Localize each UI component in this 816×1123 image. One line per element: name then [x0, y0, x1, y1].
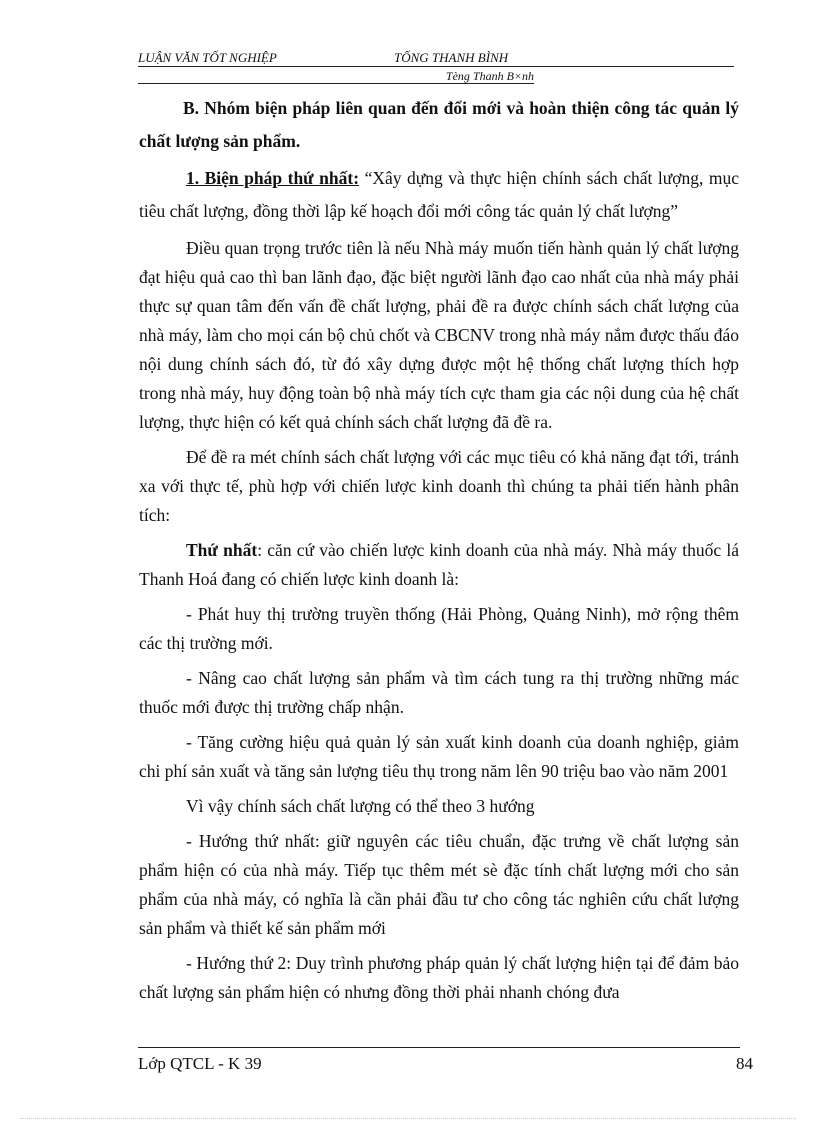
first-basis-label: Thứ nhất: [186, 540, 258, 560]
header-author-subline: Tèng Thanh B×nh: [138, 69, 534, 84]
page-number: 84: [736, 1054, 753, 1073]
header-author-name: TỐNG THANH BÌNH: [394, 50, 509, 65]
measure-one-label: 1. Biện pháp thứ nhất:: [186, 168, 360, 188]
section-heading: B. Nhóm biện pháp liên quan đến đổi mới và hoàn thiện công tác quản lý chất lượng sản phẩm.: [139, 98, 739, 151]
footer-class-label: Lớp QTCL - K 39: [138, 1054, 262, 1073]
page-bottom-border: [20, 1118, 796, 1119]
running-header: [138, 50, 734, 67]
bullet-item: - Phát huy thị trường truyền thống (Hải Phòng, Quảng Ninh), mở rộng thêm các thị trường mới.: [139, 604, 739, 653]
paragraph-importance: Điều quan trọng trước tiên là nếu Nhà máy muốn tiến hành quản lý chất lượng đạt hiệu quả cao thì ban lãnh đạo, đặc biệt người lãnh đạo cao nhất của nhà máy phải thực sự quan tâm đến vấn đề chất lượng, phải đề ra được chính sách chất lượng của nhà máy, làm cho mọi cán bộ chủ chốt và CBCNV trong nhà máy nắm được thấu đáo nội dung chính sách đó, từ đó xây dựng được một hệ thống chất lượng thích hợp trong nhà máy, huy động toàn bộ nhà máy tích cực tham gia các nội dung của hệ chất lượng, thực hiện có kết quả chính sách chất lượng đã đề ra.: [139, 238, 739, 432]
bullet-item: - Nâng cao chất lượng sản phẩm và tìm cách tung ra thị trường những mác thuốc mới được thị trường chấp nhận.: [139, 668, 739, 717]
bullet-item: - Hướng thứ 2: Duy trình phương pháp quản lý chất lượng hiện tại để đảm bảo chất lượng sản phẩm hiện có nhưng đồng thời phải nhanh chóng đưa: [139, 953, 739, 1002]
paragraph-analysis-intro: Để đề ra mét chính sách chất lượng với các mục tiêu có khả năng đạt tới, tránh xa với thực tế, phù hợp với chiến lược kinh doanh thì chúng ta phải tiến hành phân tích:: [139, 447, 739, 525]
measure-one-text: “Xây dựng và thực hiện chính sách chất lượng, mục tiêu chất lượng, đồng thời lập kế hoạch đổi mới công tác quản lý chất lượng”: [139, 168, 739, 221]
first-basis-text: : căn cứ vào chiến lược kinh doanh của nhà máy. Nhà máy thuốc lá Thanh Hoá đang có chiến lược kinh doanh là:: [139, 540, 739, 589]
measure-one-paragraph: [139, 162, 739, 228]
bullet-item: - Hướng thứ nhất: giữ nguyên các tiêu chuẩn, đặc trưng về chất lượng sản phẩm hiện có của nhà máy. Tiếp tục thêm mét sè đặc tính chất lượng mới cho sản phẩm của nhà máy, có nghĩa là cần phải đầu tư cho công tác nghiên cứu chất lượng sản phẩm và thiết kế sản phẩm mới: [139, 831, 739, 938]
paragraph-three-directions: Vì vậy chính sách chất lượng có thể theo 3 hướng: [186, 796, 535, 816]
paragraph-first-basis: [139, 536, 739, 594]
page-body: [139, 92, 739, 1013]
bullet-item: - Tăng cường hiệu quả quản lý sản xuất kinh doanh của doanh nghiệp, giảm chi phí sản xuất và tăng sản lượng tiêu thụ trong năm lên 90 triệu bao vào năm 2001: [139, 732, 739, 781]
footer-divider: [138, 1047, 740, 1048]
header-thesis-title: LUẬN VĂN TỐT NGHIỆP: [138, 50, 277, 65]
